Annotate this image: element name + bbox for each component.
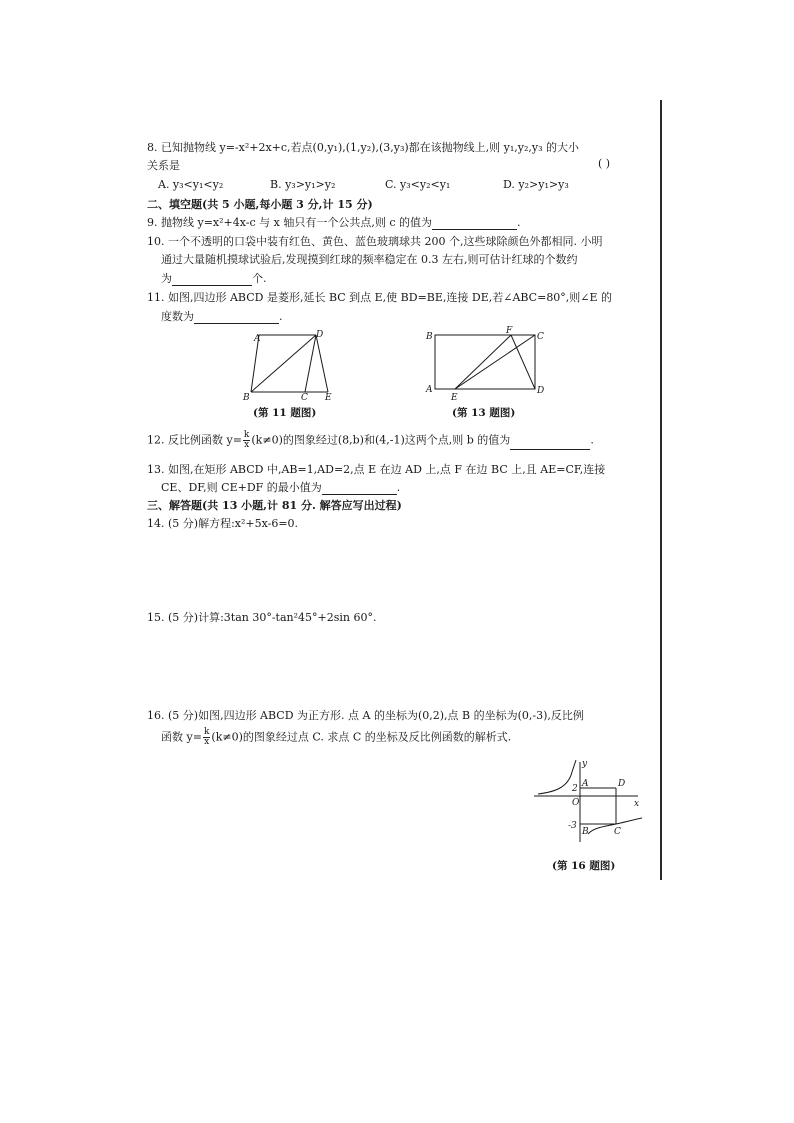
q10-line3 [161,270,267,286]
fig16-label-2: 2 [572,784,578,794]
q8-line2: 关系是 [147,159,180,172]
q9-answer-blank[interactable] [432,217,517,230]
fig13-label-a: A [426,385,433,395]
fig11-label-b: B [243,393,250,403]
q16-line1: 16. (5 分)如图,四边形 ABCD 为正方形. 点 A 的坐标为(0,2),点 B 的坐标为(0,-3),反比例 [147,709,584,722]
fig16-label-y: y [582,759,588,769]
q16-line2-start: 函数 y= [161,730,202,744]
q12-answer-blank[interactable] [510,437,590,450]
section-2-heading: 二、填空题(共 5 小题,每小题 3 分,计 15 分) [147,198,373,211]
q13-line2 [161,479,400,495]
fig16-label-b: B [582,827,589,837]
fig11-label-a: A [254,334,261,344]
q10-line2: 通过大量随机摸球试验后,发现摸到红球的频率稳定在 0.3 左右,则可估计红球的个数约 [161,253,578,266]
q9-end: . [516,216,521,229]
q8-answer-paren: ( ) [598,157,611,170]
fig13-label-e: E [451,393,458,403]
q8-option-c: C. y₃<y₂<y₁ [385,178,451,191]
fig13-label-b: B [426,332,433,342]
q16-line2 [161,728,511,747]
q12 [147,431,594,450]
q8-option-d: D. y₂>y₁>y₃ [503,178,569,191]
q9-text: 9. 抛物线 y=x²+4x-c 与 x 轴只有一个公共点,则 c 的值为 [147,216,432,229]
q16-line2-rest: (k≠0)的图象经过点 C. 求点 C 的坐标及反比例函数的解析式. [211,730,512,744]
q13-end: . [396,481,401,494]
q12-fraction-den: x [244,440,250,450]
q12-end: . [590,433,594,447]
q12-start: 12. 反比例函数 y= [147,433,242,447]
figure-16-coordinate-graph [530,758,645,848]
q11-end: . [279,310,283,323]
q11-line2-start: 度数为 [161,310,194,323]
q10-line1: 10. 一个不透明的口袋中装有红色、黄色、蓝色玻璃球共 200 个,这些球除颜色外都相同. 小明 [147,235,603,248]
q13-line2-start: CE、DF,则 CE+DF 的最小值为 [161,481,322,494]
q13-line1: 13. 如图,在矩形 ABCD 中,AB=1,AD=2,点 E 在边 AD 上,点 F 在边 BC 上,且 AE=CF,连接 [147,463,606,476]
fig11-label-d: D [316,330,324,340]
figure-11-rhombus [240,325,350,405]
q16-fraction [203,728,210,747]
q10-line3-end: 个. [252,272,267,285]
fig11-label-e: E [325,393,332,403]
fig11-label-c: C [301,393,308,403]
fig13-label-c: C [537,332,544,342]
q8-line1: 8. 已知抛物线 y=-x²+2x+c,若点(0,y₁),(1,y₂),(3,y₃)都在该抛物线上,则 y₁,y₂,y₃ 的大小 [147,141,579,154]
fig16-label-o: O [572,798,580,808]
fig16-label-a: A [582,779,589,789]
fig13-label-f: F [506,326,513,336]
figure-11-caption: (第 11 题图) [253,407,317,419]
q11-line1: 11. 如图,四边形 ABCD 是菱形,延长 BC 到点 E,使 BD=BE,连接 DE,若∠ABC=80°,则∠E 的 [147,291,613,304]
q14: 14. (5 分)解方程:x²+5x-6=0. [147,517,299,530]
q12-fraction [243,431,250,450]
q15: 15. (5 分)计算:3tan 30°-tan²45°+2sin 60°. [147,611,377,624]
q13-answer-blank[interactable] [322,482,397,495]
q11-answer-blank[interactable] [194,311,279,324]
section-3-heading: 三、解答题(共 13 小题,计 81 分. 解答应写出过程) [147,499,402,512]
figure-13-rectangle [425,325,550,405]
q10-line3-start: 为 [161,272,172,285]
fig16-label-x: x [634,799,640,809]
fig16-label-neg3: -3 [568,821,577,831]
q12-fraction-num: k [243,430,250,440]
fig16-label-d: D [618,779,626,789]
page-edge-line [660,100,662,880]
fig16-label-c: C [614,827,621,837]
q8-option-b: B. y₃>y₁>y₂ [270,178,336,191]
q11-line2 [161,308,283,324]
q10-answer-blank[interactable] [172,273,252,286]
q9 [147,214,520,230]
figure-16-caption: (第 16 题图) [552,860,616,872]
q8-option-a: A. y₃<y₁<y₂ [158,178,224,191]
q12-rest: (k≠0)的图象经过(8,b)和(4,-1)这两个点,则 b 的值为 [251,433,511,447]
q16-fraction-den: x [204,737,210,747]
figure-13-caption: (第 13 题图) [452,407,516,419]
q16-fraction-num: k [203,727,210,737]
fig13-label-d: D [537,386,545,396]
